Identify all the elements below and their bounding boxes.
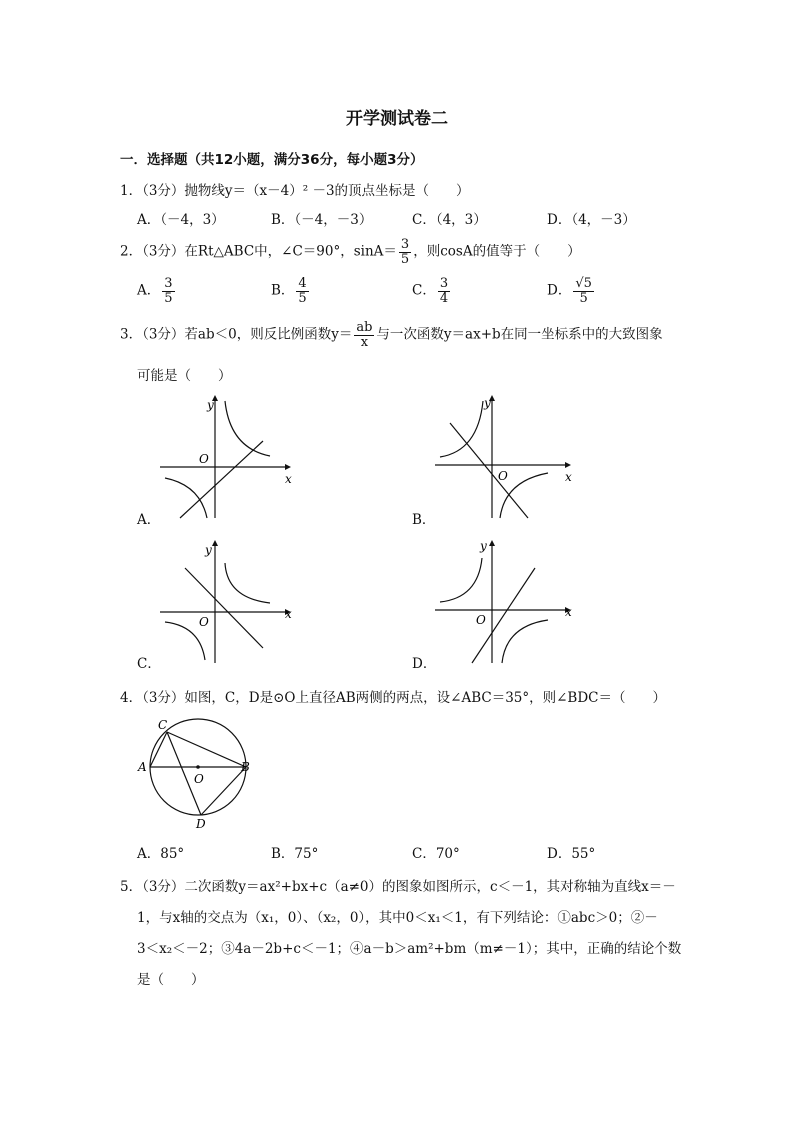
q4-point-c: C bbox=[158, 718, 168, 732]
q3c-origin: O bbox=[199, 615, 209, 629]
q3-stem-b: 与一次函数y＝ax+b在同一坐标系中的大致图象 bbox=[376, 326, 663, 343]
q2-b-den: 5 bbox=[298, 290, 307, 306]
q1-choice-c[interactable]: C．（4，3） bbox=[412, 212, 487, 228]
q4-choice-c[interactable]: C．70° bbox=[412, 846, 460, 862]
q3-option-c[interactable]: C． bbox=[137, 656, 161, 672]
q3d-origin: O bbox=[476, 613, 486, 627]
q2-choice-a-label: A． bbox=[137, 282, 161, 299]
q2-d-num: √5 bbox=[575, 276, 592, 291]
q3-frac-den: x bbox=[360, 334, 369, 350]
q3b-x-label: x bbox=[565, 470, 572, 484]
q4-point-d: D bbox=[196, 817, 206, 831]
q5-line-4: 是（ ） bbox=[137, 972, 205, 988]
q3a-x-label: x bbox=[285, 472, 292, 486]
q2-fraction bbox=[399, 238, 411, 266]
q3-graph-a[interactable] bbox=[155, 393, 295, 523]
q3-graph-c[interactable] bbox=[155, 538, 295, 668]
q2-choice-b[interactable] bbox=[271, 277, 311, 305]
q3-stem bbox=[120, 321, 663, 349]
q4-circle-figure bbox=[135, 712, 265, 832]
q2-stem-a: 2．（3分）在Rt△ABC中，∠C＝90°，sinA＝ bbox=[120, 243, 397, 260]
q5-line-1: 5．（3分）二次函数y＝ax²+bx+c（a≠0）的图象如图所示，c＜－1，其对称轴为直线x＝－ bbox=[120, 879, 676, 895]
section-heading: 一．选择题（共12小题，满分36分，每小题3分） bbox=[120, 152, 424, 168]
q3-stem-c: 可能是（ ） bbox=[137, 368, 232, 384]
q1-choice-a[interactable]: A．（－4，3） bbox=[137, 212, 225, 228]
q2-choice-c-label: C． bbox=[412, 282, 436, 299]
q2-d-den: 5 bbox=[579, 290, 588, 306]
q4-choice-a[interactable]: A．85° bbox=[137, 846, 185, 862]
q1-choice-b[interactable]: B．（－4，－3） bbox=[271, 212, 373, 228]
q4-point-o: O bbox=[194, 772, 204, 786]
q3-stem-a: 3．（3分）若ab＜0，则反比例函数y＝ bbox=[120, 326, 353, 343]
q3-option-b[interactable]: B． bbox=[412, 512, 436, 528]
q4-point-a: A bbox=[138, 760, 147, 774]
q3-option-a[interactable]: A． bbox=[137, 512, 161, 528]
q2-choice-c[interactable] bbox=[412, 277, 452, 305]
q3b-origin: O bbox=[498, 469, 508, 483]
q4-choice-d[interactable]: D．55° bbox=[547, 846, 596, 862]
q2-frac-num: 3 bbox=[400, 237, 410, 252]
q1-stem: 1．（3分）抛物线y＝（x－4）² －3的顶点坐标是（ ） bbox=[120, 183, 470, 199]
q2-stem-b: ，则cosA的值等于（ ） bbox=[413, 243, 581, 260]
q3d-x-label: x bbox=[565, 605, 572, 619]
q5-line-2: 1，与x轴的交点为（x₁，0）、（x₂，0），其中0＜x₁＜1，有下列结论：①abc＞0；②－ bbox=[137, 910, 658, 926]
q2-choice-a[interactable] bbox=[137, 277, 177, 305]
q1-choice-d[interactable]: D．（4，－3） bbox=[547, 212, 636, 228]
q2-choice-d[interactable] bbox=[547, 277, 596, 305]
q3-graph-d[interactable] bbox=[430, 538, 575, 668]
q3c-y-label: y bbox=[205, 543, 212, 557]
q3-graph-b[interactable] bbox=[430, 393, 575, 523]
q3a-y-label: y bbox=[207, 398, 214, 412]
q3d-y-label: y bbox=[480, 539, 487, 553]
q3-option-d[interactable]: D． bbox=[412, 656, 437, 672]
q2-b-num: 4 bbox=[298, 276, 307, 291]
q2-c-den: 4 bbox=[439, 290, 449, 306]
q4-point-b: B bbox=[241, 760, 250, 774]
q4-stem: 4．（3分）如图，C，D是⊙O上直径AB两侧的两点，设∠ABC＝35°，则∠BDC＝（ ） bbox=[120, 690, 667, 706]
q2-frac-den: 5 bbox=[400, 251, 410, 267]
page-title: 开学测试卷二 bbox=[346, 109, 448, 129]
q3-frac-num: ab bbox=[356, 320, 373, 335]
q2-stem bbox=[120, 238, 581, 266]
q3-fraction bbox=[354, 321, 374, 349]
q3a-origin: O bbox=[199, 452, 209, 466]
q2-c-num: 3 bbox=[439, 276, 449, 291]
q2-a-den: 5 bbox=[164, 290, 173, 306]
q3b-y-label: y bbox=[484, 396, 491, 410]
q2-choice-d-label: D． bbox=[547, 282, 572, 299]
q2-a-num: 3 bbox=[164, 276, 173, 291]
q5-line-3: 3＜x₂＜－2；③4a－2b+c＜－1；④a－b＞am²+bm（m≠－1）；其中，正确的结论个数 bbox=[137, 941, 682, 957]
q2-choice-b-label: B． bbox=[271, 282, 295, 299]
q4-choice-b[interactable]: B．75° bbox=[271, 846, 319, 862]
q3c-x-label: x bbox=[285, 607, 292, 621]
